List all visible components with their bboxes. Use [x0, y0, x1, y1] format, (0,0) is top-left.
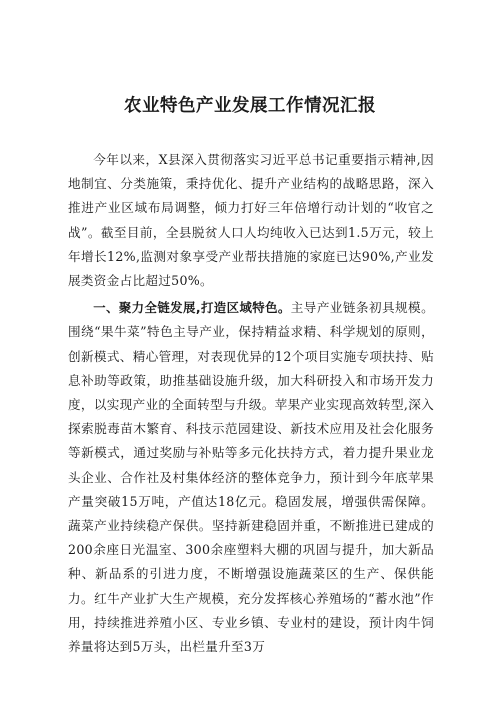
document-title: 农业特色产业发展工作情况汇报: [124, 96, 376, 116]
section-1-heading: 一、聚力全链发展,打造区域特色。: [93, 300, 291, 316]
intro-paragraph: 今年以来，X县深入贯彻落实习近平总书记重要指示精神,因地制宜、分类施策，秉持优化、提升产业结构的战略思路，深入推进产业区域布局调整，倾力打好三年倍增行动计划的“收官之战”。截至目前，全县脱贫人口人均纯收入已达到1.5万元，较上年增长12%,监测对象享受产业帮扶措施的家庭已达90%,产业发展类资金占比超过50%。: [68, 152, 434, 289]
section-1-body: 主导产业链条初具规模。围绕“果牛菜”特色主导产业，保持精益求精、科学规划的原则，创新模式、精心管理，对表现优异的12个项目实施专项扶持、贴息补助等政策，助推基础设施升级，加大科研投入和市场开发力度，以实现产业的全面转型与升级。苹果产业实现高效转型,深入探索脱毒苗木繁育、科技示范园建设、新技术应用及社会化服务等新模式，通过奖励与补贴等多元化扶持方式，着力提升果业龙头企业、合作社及村集体经济的整体竞争力，预计到今年底苹果产量突破15万吨，产值达18亿元。稳固发展，增强供需保障。蔬菜产业持续稳产保供。坚持新建稳固并重，不断推进已建成的200余座日光温室、300余座塑料大棚的巩固与提升，加大新品种、新品系的引进力度，不断增强设施蔬菜区的生产、保供能力。红牛产业扩大生产规模，充分发挥核心养殖场的“蓄水池”作用，持续推进养殖小区、专业乡镇、专业村的建设，预计肉牛饲养量将达到5万头，出栏量升至3万: [68, 300, 434, 655]
section-1-paragraph: [68, 296, 434, 659]
document-body: [68, 148, 434, 659]
